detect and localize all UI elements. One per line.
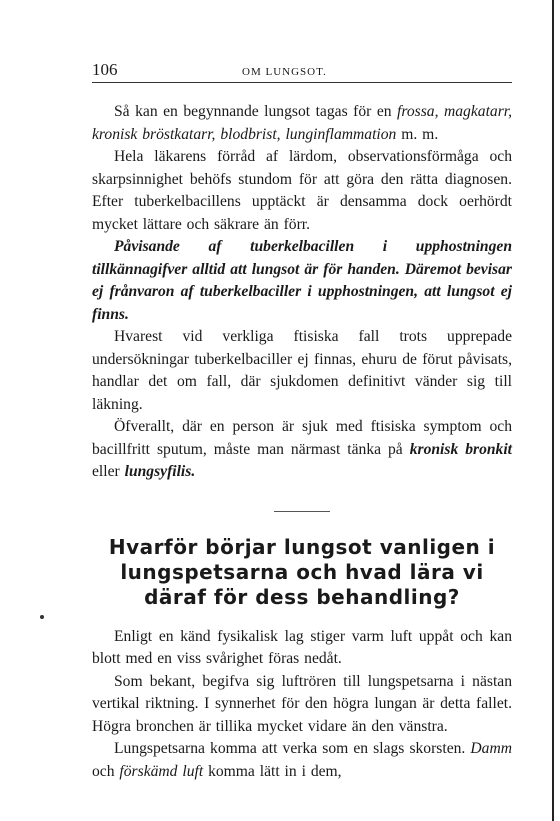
emphasized-text: kronisk bronkit	[409, 440, 513, 458]
emphasized-text: frossa, magkatarr, kronisk bröstkatarr, blodbrist, lunginflammation	[92, 103, 513, 143]
emphasized-text: lungsyfilis.	[124, 463, 196, 480]
emphasized-text: Damm	[470, 740, 512, 757]
page-number: 106	[92, 60, 118, 79]
paragraph	[92, 236, 512, 326]
page-edge-rule	[552, 0, 554, 821]
paragraph	[92, 326, 512, 416]
paragraph	[92, 101, 512, 146]
paragraph	[92, 738, 512, 783]
paragraph	[92, 626, 512, 671]
text-run: eller	[92, 463, 125, 480]
page-header	[92, 60, 512, 83]
text-run: Hela läkarens förråd af lärdom, observationsförmåga och skarpsinnighet behöfs stundom för att göra den rätta diagnosen. Efter tuberkelbacillens upptäckt är densamma dock oerhördt mycket lättare och säkrare än förr.	[92, 148, 512, 233]
paragraph	[92, 671, 512, 739]
margin-mark	[40, 615, 44, 619]
emphasized-text: Påvisande af tuberkelbacillen i upphostningen tillkännagifver alltid att lungsot är för handen. Däremot bevisar ej frånvaron af tuberkelbaciller i upphostningen, att lungsot ej finns.	[92, 238, 512, 323]
body-text-bottom	[92, 626, 512, 784]
section-divider	[274, 511, 330, 512]
text-run: Lungspetsarna komma att verka som en slags skorsten.	[114, 740, 471, 757]
text-run: Så kan en begynnande lungsot tagas för en	[114, 103, 398, 120]
section-heading: Hvarför börjar lungsot vanligen i lungspetsarna och hvad lära vi däraf för dess behandling?	[108, 534, 496, 609]
text-run: Enligt en känd fysikalisk lag stiger varm luft uppåt och kan blott med en viss svårighet föras nedåt.	[92, 627, 512, 667]
text-run: Som bekant, begifva sig luftrören till lungspetsarna i nästan vertikal riktning. I synnerhet för den högra lungan är detta fallet. Högra bronchen är tillika mycket vidare än den vänstra.	[92, 672, 512, 735]
running-head: OM LUNGSOT.	[242, 66, 327, 78]
text-run: m. m.	[396, 125, 439, 143]
text-run: Hvarest vid verkliga ftisiska fall trots upprepade undersökningar tuberkelbaciller ej finnas, ehuru de förut påvisats, handlar det om fall, där sjukdomen definitivt vänder sig till läkning.	[92, 328, 512, 413]
text-run: Öfverallt, där en person är sjuk med ftisiska symptom och bacillfritt sputum, måste man närmast tänka på	[92, 418, 512, 458]
text-run: och	[92, 762, 120, 780]
paragraph	[92, 146, 512, 236]
body-text-top	[92, 101, 512, 484]
text-run: komma lätt in i dem,	[203, 762, 342, 780]
emphasized-text: förskämd luft	[119, 762, 204, 780]
paragraph	[92, 416, 512, 484]
book-page	[92, 60, 512, 783]
